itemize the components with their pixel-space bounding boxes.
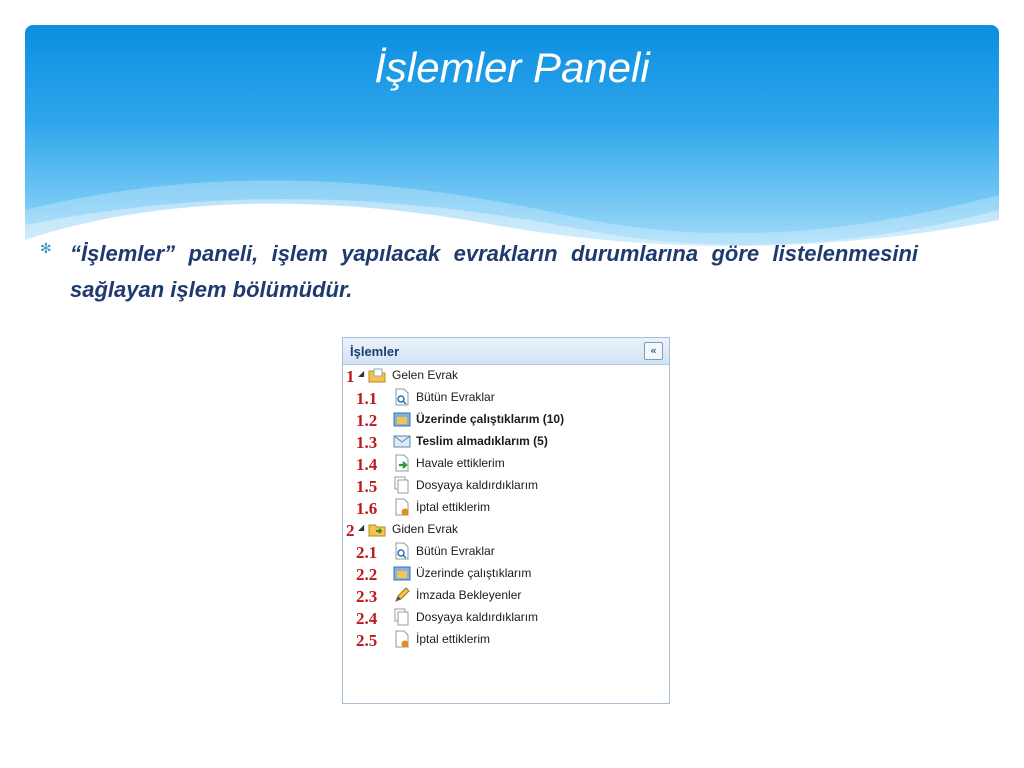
tree-item-2.5[interactable] — [343, 629, 669, 649]
stacked-pages-icon — [393, 476, 411, 494]
tree-item-1.1[interactable] — [343, 387, 669, 407]
tree-number-label: 1.1 — [356, 389, 378, 408]
document-search-icon — [393, 388, 411, 406]
document-cancel-icon — [393, 498, 411, 516]
expand-triangle-icon[interactable]: ◢ — [358, 369, 365, 378]
bullet-paragraph — [40, 236, 918, 308]
asterisk-bullet-icon: ✻ — [40, 240, 52, 256]
folder-outbox-icon — [368, 520, 386, 538]
tree-item-1.2[interactable] — [343, 409, 669, 429]
tree-item-label: Üzerinde çalıştıklarım (10) — [416, 412, 565, 426]
tree-item-label: İmzada Bekleyenler — [416, 588, 522, 602]
tree-item-label: Dosyaya kaldırdıklarım — [416, 478, 539, 492]
tree-item-2.2[interactable] — [343, 563, 669, 583]
tree-number-label: 1.6 — [356, 499, 378, 518]
panel-title: İşlemler — [350, 344, 400, 359]
tree-item-label: Bütün Evraklar — [416, 390, 495, 404]
tree-item-label: Bütün Evraklar — [416, 544, 495, 558]
panel-header — [343, 338, 669, 365]
tree-item-label: İptal ettiklerim — [416, 500, 491, 514]
collapse-panel-button[interactable]: « — [644, 342, 663, 360]
slide-title: İşlemler Paneli — [374, 44, 650, 91]
folder-inbox-icon — [368, 366, 386, 384]
tree-number-label: 2.1 — [356, 543, 378, 562]
tree-number-label: 2 — [346, 521, 355, 540]
tree-group-1[interactable] — [343, 365, 669, 385]
tree-number-label: 2.5 — [356, 631, 378, 650]
tree-item-label: Üzerinde çalıştıklarım — [416, 566, 532, 580]
working-folder-icon — [393, 410, 411, 428]
tree-group-label: Giden Evrak — [392, 522, 459, 536]
tree-number-label: 2.3 — [356, 587, 378, 606]
tree-number-label: 1.4 — [356, 455, 378, 474]
tree-number-label: 1.2 — [356, 411, 378, 430]
tree-group-2[interactable] — [343, 519, 669, 539]
tree-number-label: 1.5 — [356, 477, 378, 496]
tree-item-label: Dosyaya kaldırdıklarım — [416, 610, 539, 624]
islemler-panel — [342, 337, 670, 704]
tree-item-1.5[interactable] — [343, 475, 669, 495]
envelope-icon — [393, 432, 411, 450]
pen-sign-icon — [393, 586, 411, 604]
tree-item-1.4[interactable] — [343, 453, 669, 473]
tree-group-label: Gelen Evrak — [392, 368, 459, 382]
tree-item-1.3[interactable] — [343, 431, 669, 451]
working-folder-icon — [393, 564, 411, 582]
tree-item-label: İptal ettiklerim — [416, 632, 491, 646]
tree-item-label: Havale ettiklerim — [416, 456, 505, 470]
tree-item-1.6[interactable] — [343, 497, 669, 517]
tree-number-label: 1 — [346, 367, 355, 386]
tree-number-label: 1.3 — [356, 433, 378, 452]
bullet-text: “İşlemler” paneli, işlem yapılacak evrakların durumlarına göre listelenmesini sağlayan işlem bölümüdür. — [70, 241, 918, 302]
document-cancel-icon — [393, 630, 411, 648]
tree-number-label: 2.2 — [356, 565, 378, 584]
expand-triangle-icon[interactable]: ◢ — [358, 523, 365, 532]
tree-item-2.4[interactable] — [343, 607, 669, 627]
tree-item-label: Teslim almadıklarım (5) — [416, 434, 548, 448]
tree-item-2.3[interactable] — [343, 585, 669, 605]
forward-arrow-icon — [393, 454, 411, 472]
tree-number-label: 2.4 — [356, 609, 378, 628]
stacked-pages-icon — [393, 608, 411, 626]
tree-item-2.1[interactable] — [343, 541, 669, 561]
document-search-icon — [393, 542, 411, 560]
